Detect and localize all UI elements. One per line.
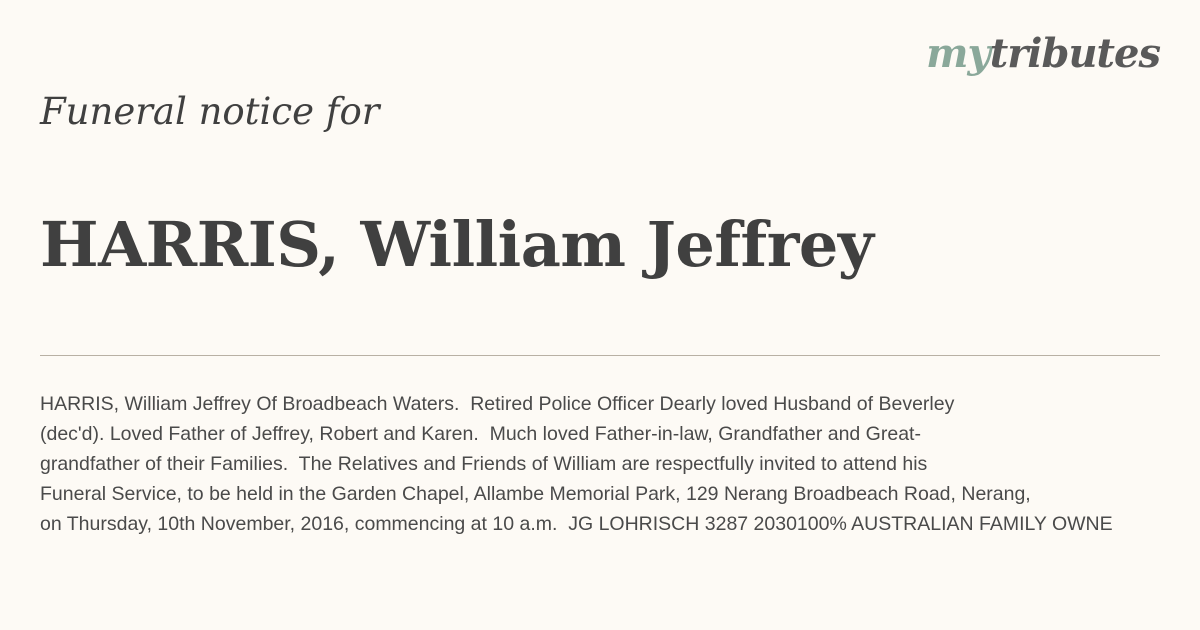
notice-body — [40, 389, 1180, 539]
notice-line: on Thursday, 10th November, 2016, commencing at 10 a.m. JG LOHRISCH 3287 2030100% AUSTRALIAN FAMILY OWNE — [40, 513, 1113, 535]
notice-line: Funeral Service, to be held in the Garden Chapel, Allambe Memorial Park, 129 Nerang Broadbeach Road, Nerang, — [40, 483, 1031, 505]
mytributes-logo[interactable] — [926, 30, 1160, 77]
deceased-name: HARRIS, William Jeffrey — [40, 208, 874, 281]
logo-part-my: my — [926, 30, 990, 77]
page-subtitle: Funeral notice for — [40, 90, 380, 133]
logo-part-tributes: tributes — [989, 30, 1160, 77]
notice-line: grandfather of their Families. The Relatives and Friends of William are respectfully invited to attend his — [40, 453, 928, 475]
divider — [40, 355, 1160, 356]
notice-line: (dec'd). Loved Father of Jeffrey, Robert and Karen. Much loved Father-in-law, Grandfather and Great- — [40, 423, 921, 445]
notice-line: HARRIS, William Jeffrey Of Broadbeach Waters. Retired Police Officer Dearly loved Husband of Beverley — [40, 393, 955, 415]
